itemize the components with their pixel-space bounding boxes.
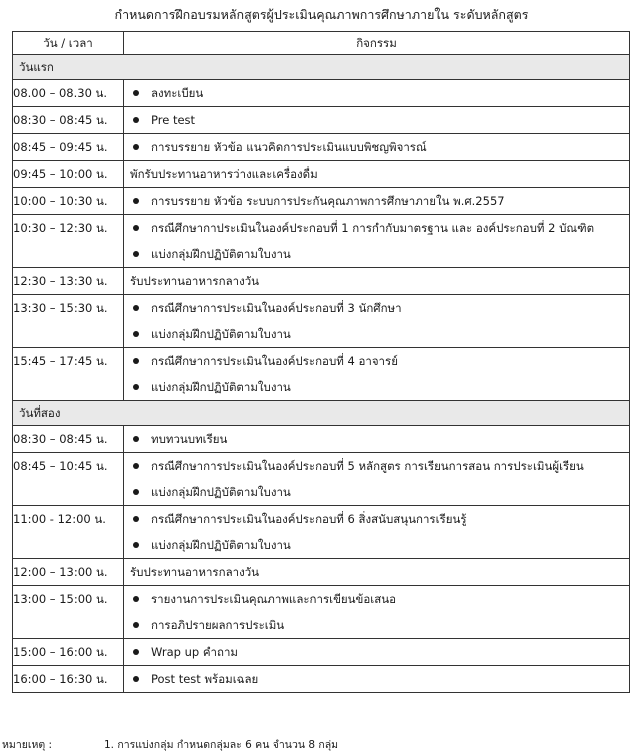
activity-cell [124, 453, 630, 506]
time-cell: 15:45 – 17:45 น. [13, 348, 124, 401]
activity-cell [124, 295, 630, 348]
footnote [2, 737, 338, 753]
table-row [13, 215, 630, 268]
table-header-row [13, 32, 630, 55]
activity-cell [124, 107, 630, 134]
activity-item [124, 295, 629, 321]
day-header-row [13, 55, 630, 80]
bullet-icon [133, 358, 139, 364]
activity-cell [124, 348, 630, 401]
time-cell: 10:30 – 12:30 น. [13, 215, 124, 268]
time-cell: 16:00 – 16:30 น. [13, 666, 124, 693]
activity-item [124, 506, 629, 532]
bullet-icon [133, 489, 139, 495]
activity-cell: พักรับประทานอาหารว่างและเครื่องดื่ม [124, 161, 630, 188]
time-cell: 08.00 – 08.30 น. [13, 80, 124, 107]
activity-text: Post test พร้อมเฉลย [151, 672, 259, 686]
activity-text: กรณีศึกษาการประเมินในองค์ประกอบที่ 4 อาจารย์ [151, 354, 398, 368]
time-cell: 15:00 – 16:00 น. [13, 639, 124, 666]
activity-text: การอภิปรายผลการประเมิน [151, 618, 285, 632]
table-row [13, 107, 630, 134]
bullet-icon [133, 596, 139, 602]
activity-text: รายงานการประเมินคุณภาพและการเขียนข้อเสนอ [151, 592, 397, 606]
table-row [13, 506, 630, 559]
day-header-row [13, 401, 630, 426]
activity-text: แบ่งกลุ่มฝึกปฏิบัติตามใบงาน [151, 538, 291, 552]
activity-cell [124, 639, 630, 666]
schedule-table [12, 31, 630, 693]
activity-item [124, 321, 629, 347]
activity-text: การบรรยาย หัวข้อ ระบบการประกันคุณภาพการศึกษาภายใน พ.ศ.2557 [151, 194, 505, 208]
bullet-icon [133, 622, 139, 628]
document-title: กำหนดการฝึกอบรมหลักสูตรผู้ประเมินคุณภาพการศึกษาภายใน ระดับหลักสูตร [114, 7, 529, 22]
bullet-icon [133, 198, 139, 204]
activity-item [124, 426, 629, 452]
table-row [13, 188, 630, 215]
activity-text: แบ่งกลุ่มฝึกปฏิบัติตามใบงาน [151, 327, 291, 341]
bullet-icon [133, 331, 139, 337]
activity-item [124, 586, 629, 612]
footnote-label: หมายเหตุ : [2, 739, 53, 751]
activity-text: ลงทะเบียน [151, 86, 204, 100]
activity-item [124, 348, 629, 374]
time-cell: 08:45 – 10:45 น. [13, 453, 124, 506]
header-time: วัน / เวลา [13, 32, 124, 55]
day-label: วันที่สอง [13, 401, 630, 426]
time-cell: 09:45 – 10:00 น. [13, 161, 124, 188]
table-row [13, 426, 630, 453]
activity-text: ทบทวนบทเรียน [151, 432, 228, 446]
bullet-icon [133, 649, 139, 655]
activity-item [124, 374, 629, 400]
activity-cell: รับประทานอาหารกลางวัน [124, 559, 630, 586]
bullet-icon [133, 144, 139, 150]
table-row [13, 639, 630, 666]
bullet-icon [133, 117, 139, 123]
activity-item [124, 188, 629, 214]
table-row [13, 295, 630, 348]
time-cell: 10:00 – 10:30 น. [13, 188, 124, 215]
activity-cell [124, 586, 630, 639]
activity-item [124, 80, 629, 106]
table-row [13, 586, 630, 639]
activity-text: แบ่งกลุ่มฝึกปฏิบัติตามใบงาน [151, 485, 291, 499]
time-cell: 08:45 – 09:45 น. [13, 134, 124, 161]
activity-text: แบ่งกลุ่มฝึกปฏิบัติตามใบงาน [151, 247, 291, 261]
bullet-icon [133, 251, 139, 257]
activity-text: กรณีศึกษาการประเมินในองค์ประกอบที่ 5 หลักสูตร การเรียนการสอน การประเมินผู้เรียน [151, 459, 584, 473]
bullet-icon [133, 463, 139, 469]
activity-item [124, 107, 629, 133]
time-cell: 08:30 – 08:45 น. [13, 107, 124, 134]
activity-cell [124, 426, 630, 453]
activity-cell [124, 188, 630, 215]
footnote-text: 1. การแบ่งกลุ่ม กำหนดกลุ่มละ 6 คน จำนวน 8 กลุ่ม [104, 739, 339, 751]
table-row [13, 453, 630, 506]
activity-item [124, 453, 629, 479]
activity-text: Pre test [151, 113, 196, 127]
activity-item [124, 215, 629, 241]
time-cell: 13:00 – 15:00 น. [13, 586, 124, 639]
activity-item [124, 532, 629, 558]
bullet-icon [133, 384, 139, 390]
activity-cell [124, 215, 630, 268]
time-cell: 13:30 – 15:30 น. [13, 295, 124, 348]
table-row [13, 80, 630, 107]
bullet-icon [133, 516, 139, 522]
activity-text: Wrap up คำถาม [151, 645, 238, 659]
table-row [13, 161, 630, 188]
day-label: วันแรก [13, 55, 630, 80]
activity-cell: รับประทานอาหารกลางวัน [124, 268, 630, 295]
bullet-icon [133, 305, 139, 311]
table-row [13, 268, 630, 295]
time-cell: 08:30 – 08:45 น. [13, 426, 124, 453]
activity-text: แบ่งกลุ่มฝึกปฏิบัติตามใบงาน [151, 380, 291, 394]
activity-text: การบรรยาย หัวข้อ แนวคิดการประเมินแบบพิชญพิจารณ์ [151, 140, 427, 154]
activity-item [124, 479, 629, 505]
activity-cell [124, 80, 630, 107]
schedule-body [13, 55, 630, 693]
header-activity: กิจกรรม [124, 32, 630, 55]
table-row [13, 134, 630, 161]
time-cell: 12:00 – 13:00 น. [13, 559, 124, 586]
activity-text: กรณีศึกษาการประเมินในองค์ประกอบที่ 6 สิ่งสนับสนุนการเรียนรู้ [151, 512, 467, 526]
bullet-icon [133, 225, 139, 231]
activity-item [124, 612, 629, 638]
time-cell: 12:30 – 13:30 น. [13, 268, 124, 295]
activity-cell [124, 134, 630, 161]
activity-item [124, 134, 629, 160]
table-row [13, 348, 630, 401]
time-cell: 11:00 - 12:00 น. [13, 506, 124, 559]
activity-cell [124, 506, 630, 559]
activity-text: กรณีศึกษากาประเมินในองค์ประกอบที่ 1 การกำกับมาตรฐาน และ องค์ประกอบที่ 2 บัณฑิต [151, 221, 595, 235]
activity-text: กรณีศึกษาการประเมินในองค์ประกอบที่ 3 นักศึกษา [151, 301, 402, 315]
activity-item [124, 241, 629, 267]
activity-item [124, 639, 629, 665]
activity-cell [124, 666, 630, 693]
bullet-icon [133, 542, 139, 548]
bullet-icon [133, 676, 139, 682]
activity-item [124, 666, 629, 692]
table-row [13, 666, 630, 693]
bullet-icon [133, 436, 139, 442]
table-row [13, 559, 630, 586]
bullet-icon [133, 90, 139, 96]
